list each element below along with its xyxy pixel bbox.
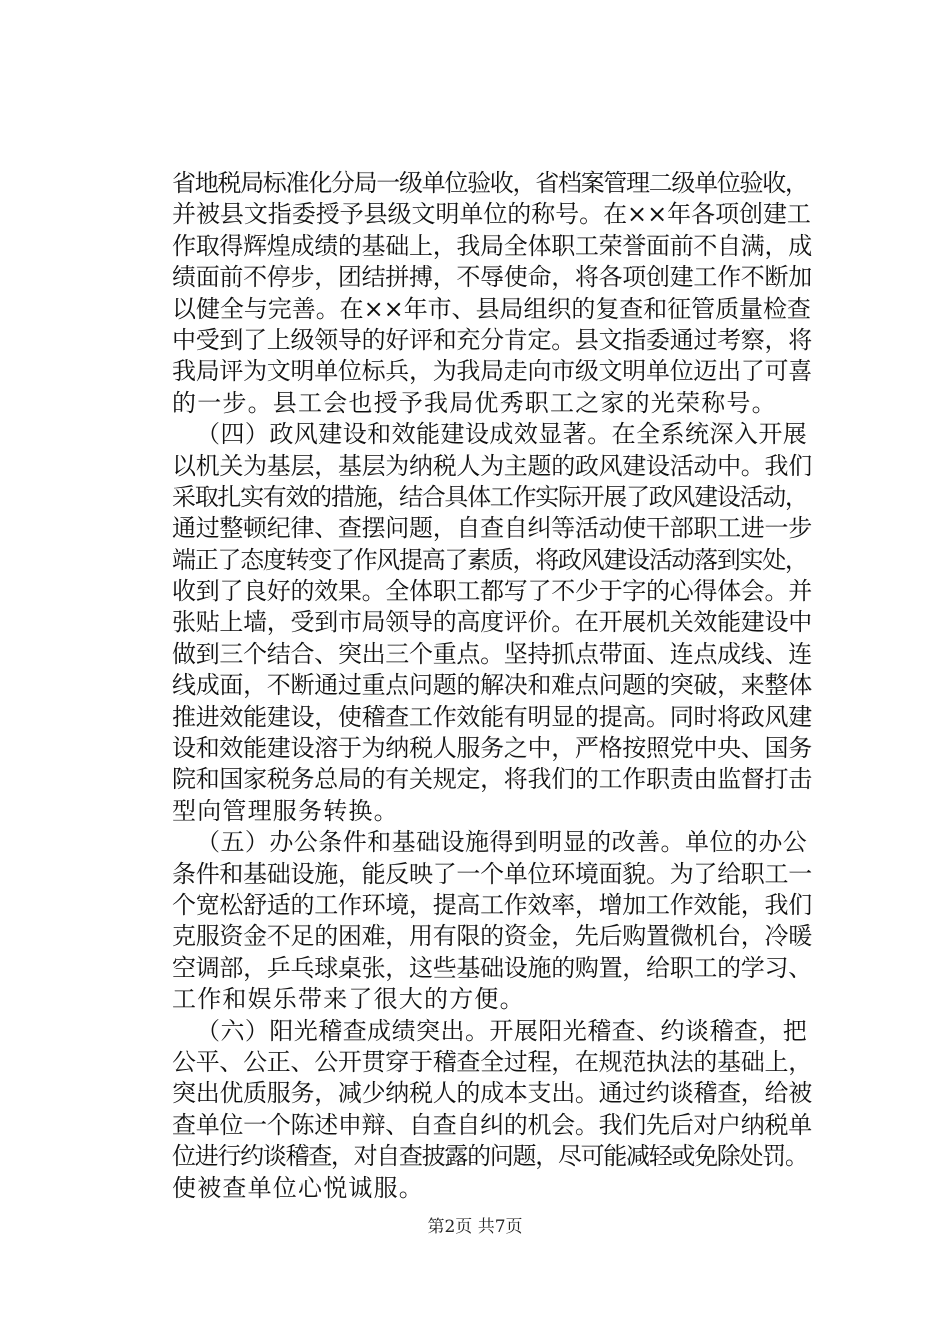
text-line: 突出优质服务，减少纳税人的成本支出。通过约谈稽查，给被 <box>172 1079 812 1108</box>
document-body <box>172 168 812 1204</box>
text-line: 空调部，乒乓球桌张，这些基础设施的购置，给职工的学习、 <box>172 953 812 982</box>
text-line: 条件和基础设施，能反映了一个单位环境面貌。为了给职工一 <box>172 859 812 888</box>
text-line: 设和效能建设溶于为纳税人服务之中，严格按照党中央、国务 <box>172 734 812 763</box>
text-line: 并被县文指委授予县级文明单位的称号。在××年各项创建工 <box>172 200 811 229</box>
text-line: 型向管理服务转换。 <box>172 796 399 825</box>
text-line: 端正了态度转变了作风提高了素质，将政风建设活动落到实处， <box>172 545 808 574</box>
text-line: 作取得辉煌成绩的基础上，我局全体职工荣誉面前不自满，成 <box>172 231 812 260</box>
paragraph-first-line: （六）阳光稽查成绩突出。开展阳光稽查、约谈稽查，把 <box>196 1016 808 1045</box>
text-line: 克服资金不足的困难，用有限的资金，先后购置微机台，冷暖 <box>172 922 812 951</box>
text-line: 个宽松舒适的工作环境，提高工作效率，增加工作效能，我们 <box>172 890 812 919</box>
text-line: 查单位一个陈述申辩、自查自纠的机会。我们先后对户纳税单 <box>172 1110 812 1139</box>
paragraph-first-line: （四）政风建设和效能建设成效显著。在全系统深入开展 <box>196 420 808 449</box>
text-line: 做到三个结合、突出三个重点。坚持抓点带面、连点成线、连 <box>172 639 812 668</box>
text-line: 我局评为文明单位标兵，为我局走向市级文明单位迈出了可喜 <box>172 357 812 386</box>
text-line: 绩面前不停步，团结拼搏，不辱使命，将各项创建工作不断加 <box>172 263 812 292</box>
text-line: 的一步。县工会也授予我局优秀职工之家的光荣称号。 <box>172 388 777 417</box>
text-line: 通过整顿纪律、查摆问题，自查自纠等活动使干部职工进一步 <box>172 514 812 543</box>
text-line: 采取扎实有效的措施，结合具体工作实际开展了政风建设活动， <box>172 482 808 511</box>
text-line: 推进效能建设，使稽查工作效能有明显的提高。同时将政风建 <box>172 702 812 731</box>
text-line: 张贴上墙，受到市局领导的高度评价。在开展机关效能建设中 <box>172 608 812 637</box>
text-line: 中受到了上级领导的好评和充分肯定。县文指委通过考察，将 <box>172 325 812 354</box>
page-footer: 第2页 共7页 <box>427 1217 523 1237</box>
text-line: 工作和娱乐带来了很大的方便。 <box>172 985 525 1014</box>
text-line: 收到了良好的效果。全体职工都写了不少于字的心得体会。并 <box>172 577 812 606</box>
text-line: 院和国家税务总局的有关规定，将我们的工作职责由监督打击 <box>172 765 812 794</box>
text-line: 线成面，不断通过重点问题的解决和难点问题的突破，来整体 <box>172 671 812 700</box>
text-line: 省地税局标准化分局一级单位验收，省档案管理二级单位验收， <box>172 169 808 197</box>
text-line: 使被查单位心悦诚服。 <box>172 1173 424 1202</box>
paragraph-first-line: （五）办公条件和基础设施得到明显的改善。单位的办公 <box>196 828 808 857</box>
text-line: 以机关为基层，基层为纳税人为主题的政风建设活动中。我们 <box>172 451 812 480</box>
text-line: 位进行约谈稽查，对自查披露的问题，尽可能减轻或免除处罚。 <box>172 1142 808 1171</box>
text-line: 以健全与完善。在××年市、县局组织的复查和征管质量检查 <box>172 294 811 323</box>
text-line: 公平、公正、公开贯穿于稽查全过程，在规范执法的基础上， <box>172 1047 812 1076</box>
